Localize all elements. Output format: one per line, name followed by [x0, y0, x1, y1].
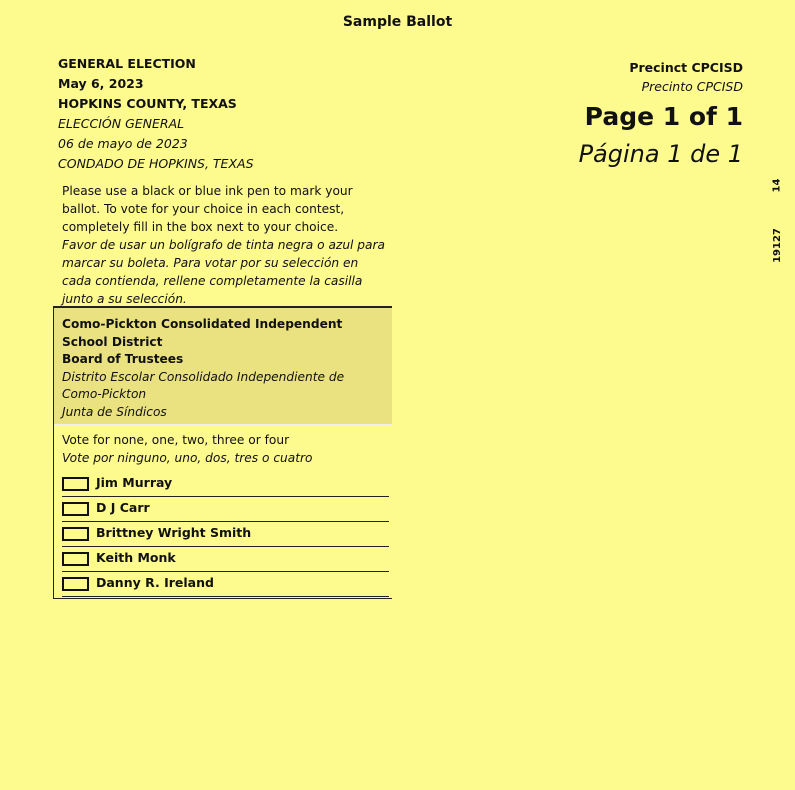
election-name-es: ELECCIÓN GENERAL — [58, 116, 185, 131]
page-number-en: Page 1 of 1 — [584, 102, 743, 131]
vote-for-es: Vote por ninguno, uno, dos, tres o cuatro — [62, 451, 313, 465]
election-name-en: GENERAL ELECTION — [58, 56, 196, 71]
precinct-es: Precinto CPCISD — [641, 79, 743, 94]
candidate-name: Keith Monk — [96, 550, 176, 565]
election-date-en: May 6, 2023 — [58, 76, 144, 91]
district-name-es: Distrito Escolar Consolidado Independiente de Como-Pickton — [62, 369, 345, 401]
vote-checkbox[interactable] — [62, 502, 89, 516]
election-info — [58, 54, 254, 174]
instructions — [54, 178, 392, 312]
vote-checkbox[interactable] — [62, 577, 89, 591]
vote-for-en: Vote for none, one, two, three or four — [62, 433, 290, 447]
office-name-es: Junta de Síndicos — [62, 404, 167, 419]
vote-for-instructions — [54, 424, 392, 467]
candidate-row[interactable] — [62, 522, 389, 547]
precinct-en: Precinct CPCISD — [629, 60, 743, 75]
vote-checkbox[interactable] — [62, 527, 89, 541]
instructions-es: Favor de usar un bolígrafo de tinta negra o azul para marcar su boleta. Para votar por su selección en cada contienda, rellene completamente la casilla junto a su selección. — [62, 238, 385, 306]
contest-board-of-trustees — [53, 306, 392, 599]
district-name-en: Como-Pickton Consolidated Independent School District — [62, 317, 343, 349]
candidate-row[interactable] — [62, 472, 389, 497]
vote-checkbox[interactable] — [62, 552, 89, 566]
candidate-list — [54, 472, 392, 597]
candidate-name: D J Carr — [96, 500, 150, 515]
precinct-info — [579, 58, 743, 172]
side-code-top: 14 — [771, 178, 783, 193]
candidate-row[interactable] — [62, 497, 389, 522]
candidate-row[interactable] — [62, 572, 389, 597]
ballot-title: Sample Ballot — [342, 14, 453, 30]
side-code-bottom: 19127 — [771, 228, 783, 263]
vote-checkbox[interactable] — [62, 477, 89, 491]
candidate-row[interactable] — [62, 547, 389, 572]
contest-header — [54, 306, 392, 424]
candidate-name: Brittney Wright Smith — [96, 525, 252, 540]
instructions-en: Please use a black or blue ink pen to mark your ballot. To vote for your choice in each contest, completely fill in the box next to your choice. — [62, 184, 353, 234]
page-number-es: Página 1 de 1 — [578, 140, 743, 168]
candidate-name: Danny R. Ireland — [96, 575, 214, 590]
election-date-es: 06 de mayo de 2023 — [58, 136, 188, 151]
candidate-name: Jim Murray — [96, 475, 173, 490]
office-name-en: Board of Trustees — [62, 352, 184, 366]
election-county-es: CONDADO DE HOPKINS, TEXAS — [58, 156, 254, 171]
election-county-en: HOPKINS COUNTY, TEXAS — [58, 96, 237, 111]
